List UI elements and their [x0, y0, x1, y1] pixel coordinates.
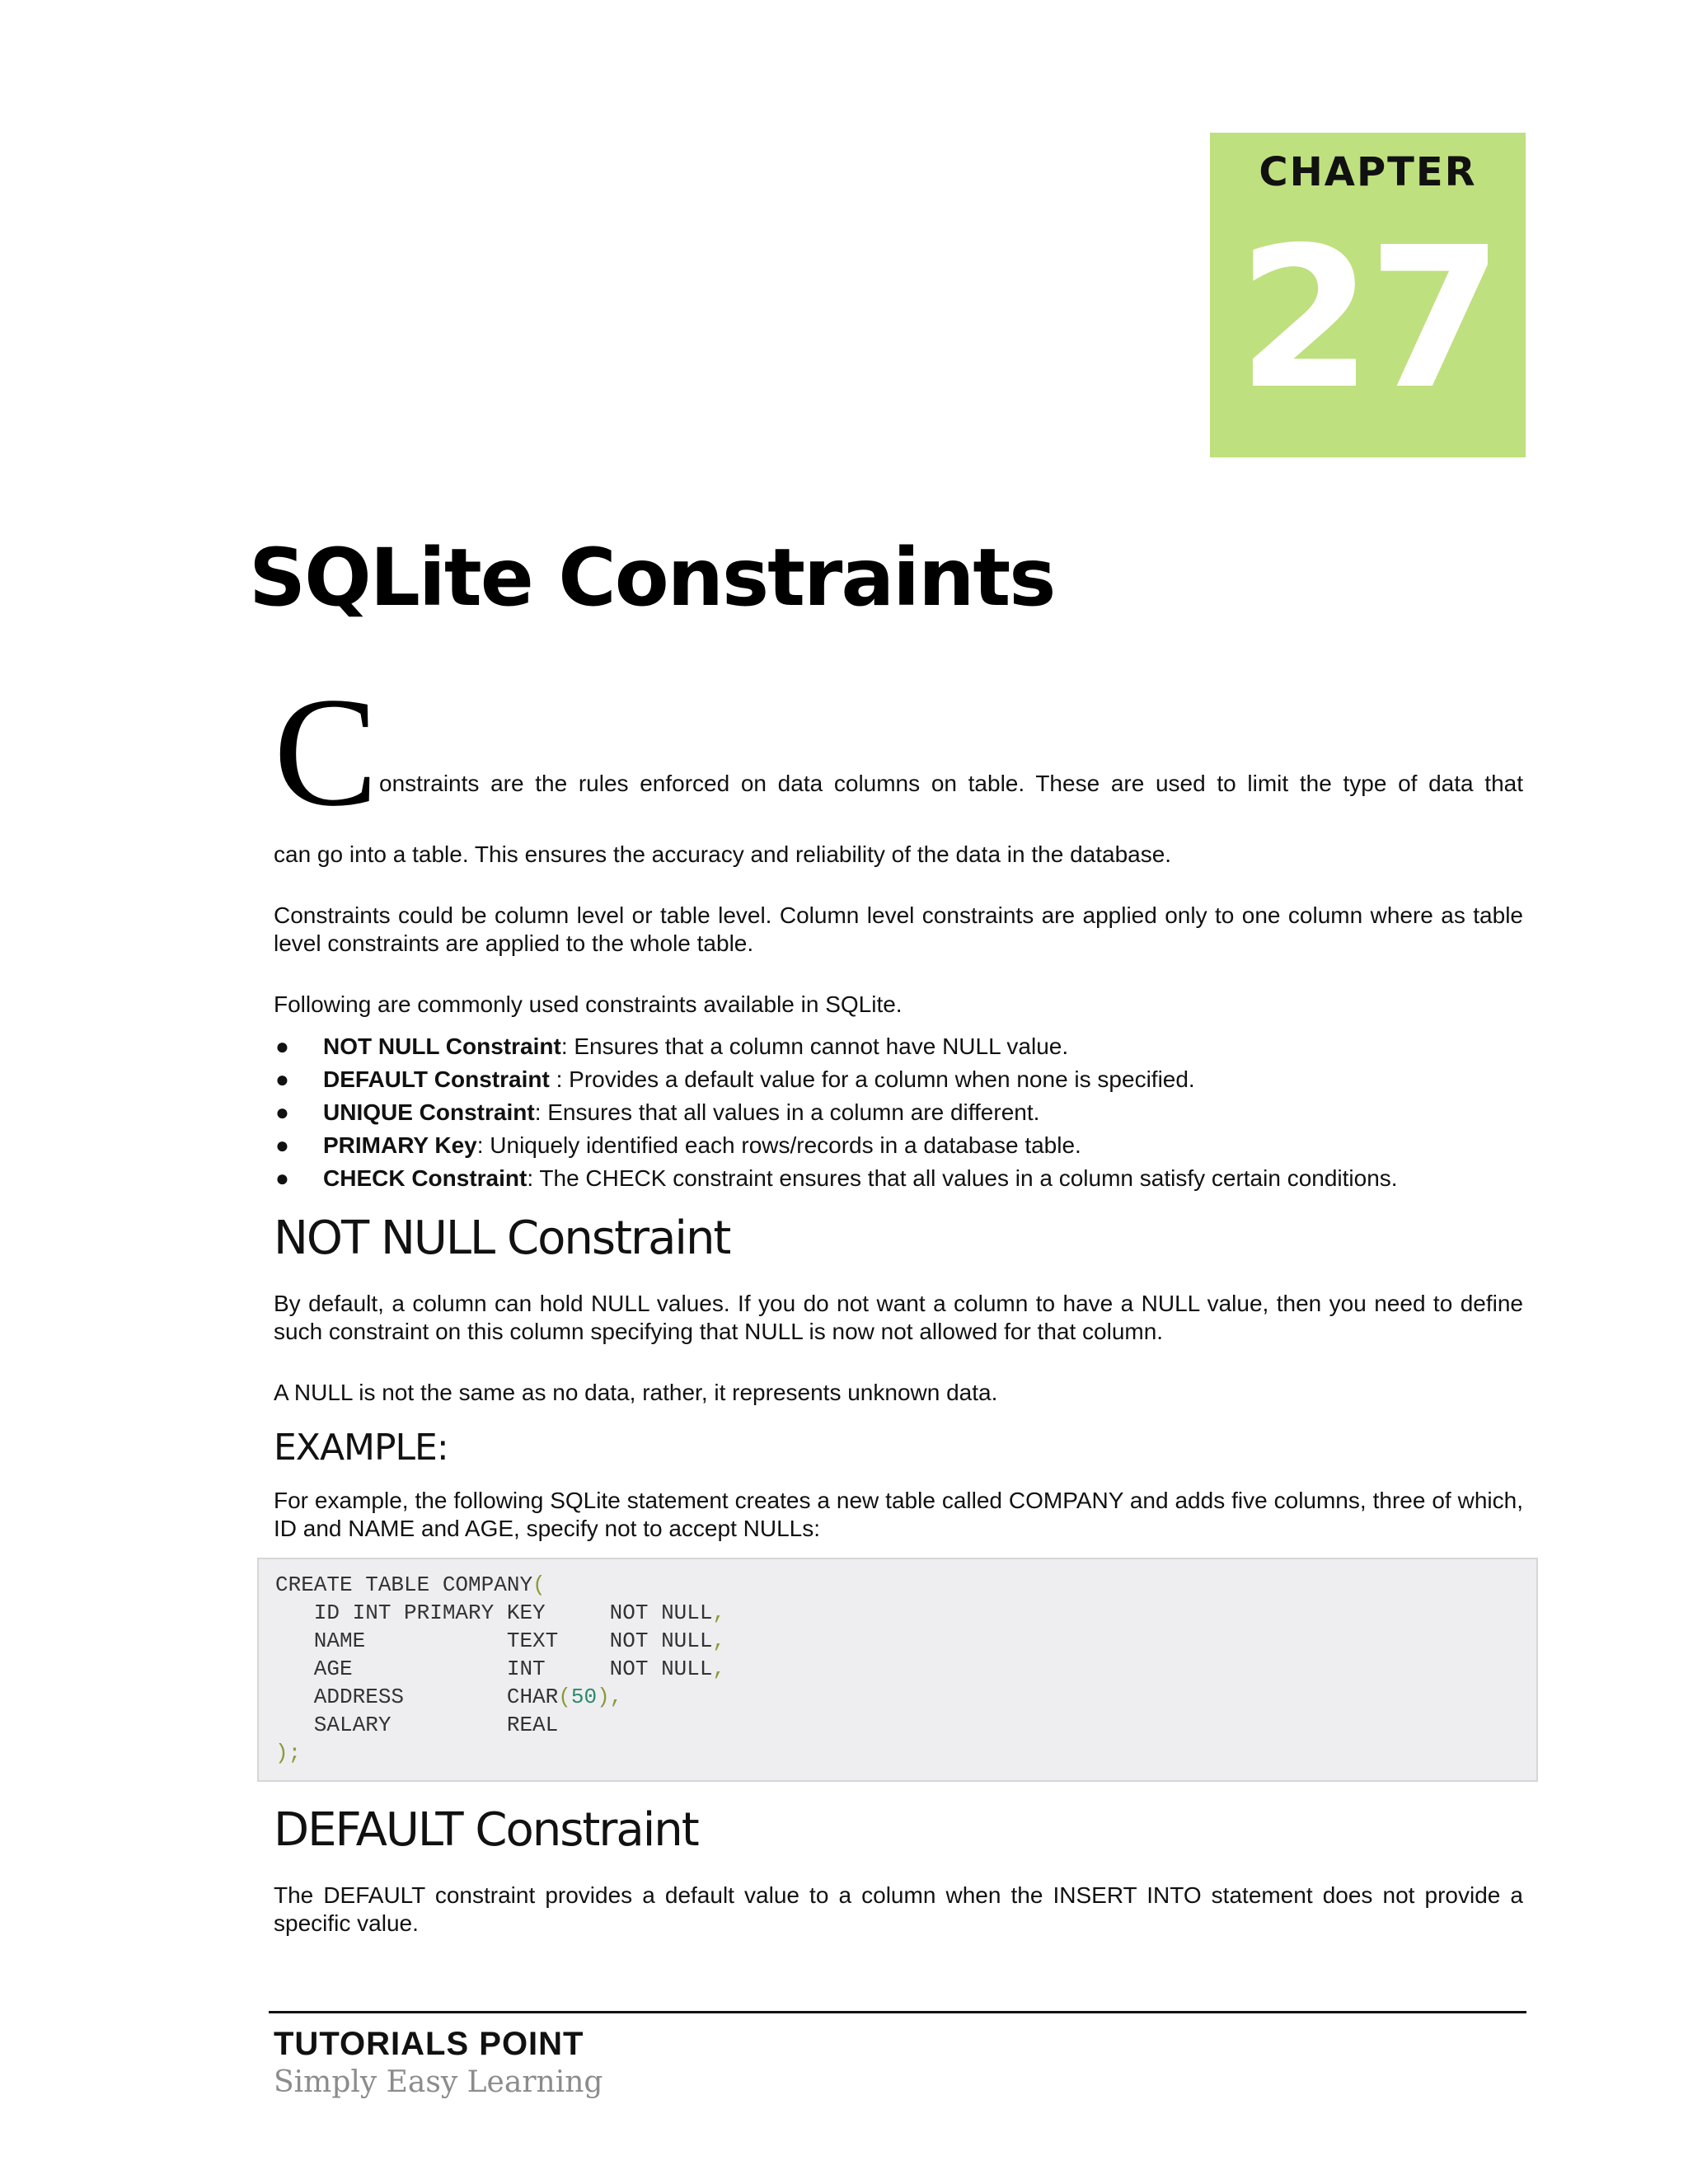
list-item: [274, 1129, 1523, 1162]
footer-title: TUTORIALS POINT: [274, 2026, 584, 2062]
bullet-icon: ●: [275, 1033, 289, 1059]
list-item: [274, 1030, 1523, 1063]
code-punctuation: (: [558, 1685, 571, 1709]
footer-tagline: Simply Easy Learning: [274, 2065, 603, 2099]
paragraph-not-null-default: By default, a column can hold NULL values. If you do not want a column to have a NULL value, then you need to define such constraint on this column specifying that NULL is now not allowed for that column.: [274, 1291, 1523, 1344]
bullet-icon: ●: [275, 1165, 289, 1191]
bullet-term: UNIQUE Constraint: [323, 1099, 535, 1125]
section-heading-not-null: NOT NULL Constraint: [274, 1212, 730, 1265]
bullet-separator: :: [527, 1165, 540, 1191]
code-punctuation: ,: [712, 1629, 726, 1653]
code-line: [275, 1599, 1520, 1627]
code-text: AGE INT NOT NULL: [275, 1657, 713, 1681]
bullet-text: Ensures that a column cannot have NULL value.: [574, 1033, 1069, 1059]
bullet-text: Ensures that all values in a column are different.: [547, 1099, 1040, 1125]
paragraph-following: Following are commonly used constraints available in SQLite.: [274, 991, 903, 1017]
bullet-icon: ●: [275, 1132, 289, 1158]
bullet-term: CHECK Constraint: [323, 1165, 528, 1191]
bullet-term: PRIMARY Key: [323, 1132, 477, 1158]
intro-line-2: can go into a table. This ensures the accuracy and reliability of the data in the database.: [274, 841, 1172, 867]
bullet-text: Provides a default value for a column when none is specified.: [569, 1066, 1195, 1092]
bullet-term: NOT NULL Constraint: [323, 1033, 561, 1059]
bullet-separator: :: [560, 1033, 574, 1059]
list-item: [274, 1162, 1523, 1195]
example-heading: EXAMPLE:: [274, 1427, 448, 1469]
code-number: 50: [570, 1685, 598, 1709]
bullet-text: Uniquely identified each rows/records in a database table.: [490, 1132, 1081, 1158]
bullet-term: DEFAULT Constraint: [323, 1066, 550, 1092]
code-block: [257, 1558, 1538, 1782]
paragraph-levels: Constraints could be column level or table level. Column level constraints are applied only to one column where as table level constraints are applied to the whole table.: [274, 902, 1523, 956]
code-punctuation: ,: [712, 1601, 726, 1625]
drop-cap: C: [274, 666, 378, 839]
code-text: SALARY REAL: [275, 1713, 559, 1737]
bullet-separator: :: [476, 1132, 490, 1158]
chapter-label: CHAPTER: [1259, 149, 1477, 195]
constraints-list: [274, 1030, 1523, 1195]
code-punctuation: ,: [712, 1657, 726, 1681]
bullet-icon: ●: [275, 1099, 289, 1125]
bullet-separator: :: [549, 1066, 570, 1092]
page-content: [274, 666, 1523, 1938]
intro-line-1: onstraints are the rules enforced on data columns on table. These are used to limit the type of data that: [379, 771, 1523, 796]
intro-paragraph: [274, 666, 1523, 869]
chapter-badge: [1210, 133, 1526, 457]
code-text: CREATE TABLE COMPANY: [275, 1572, 533, 1597]
code-text: ADDRESS CHAR: [275, 1685, 559, 1709]
code-line: [275, 1739, 1520, 1767]
code-punctuation: ): [597, 1685, 610, 1709]
code-text: NAME TEXT NOT NULL: [275, 1629, 713, 1653]
list-item: [274, 1096, 1523, 1129]
code-line: [275, 1711, 1520, 1739]
section-heading-default: DEFAULT Constraint: [274, 1803, 698, 1857]
list-item: [274, 1063, 1523, 1096]
code-line: [275, 1655, 1520, 1683]
footer-divider: [269, 2011, 1526, 2013]
code-text: ID INT PRIMARY KEY NOT NULL: [275, 1601, 713, 1625]
code-line: [275, 1683, 1520, 1711]
code-punctuation: (: [532, 1572, 546, 1597]
chapter-number: 27: [1237, 205, 1498, 432]
paragraph-default-constraint: The DEFAULT constraint provides a default value to a column when the INSERT INTO statement does not provide a specific value.: [274, 1882, 1523, 1936]
page-title: SQLite Constraints: [249, 532, 1055, 624]
code-line: [275, 1571, 1520, 1599]
code-line: [275, 1627, 1520, 1655]
code-punctuation: ,: [609, 1685, 623, 1709]
paragraph-null-meaning: A NULL is not the same as no data, rather, it represents unknown data.: [274, 1380, 998, 1405]
bullet-separator: :: [534, 1099, 548, 1125]
bullet-text: The CHECK constraint ensures that all values in a column satisfy certain conditions.: [539, 1165, 1398, 1191]
code-punctuation: );: [275, 1741, 302, 1765]
bullet-icon: ●: [275, 1066, 289, 1092]
example-description: For example, the following SQLite statement creates a new table called COMPANY and adds five columns, three of which, ID and NAME and AGE, specify not to accept NULLs:: [274, 1488, 1523, 1541]
